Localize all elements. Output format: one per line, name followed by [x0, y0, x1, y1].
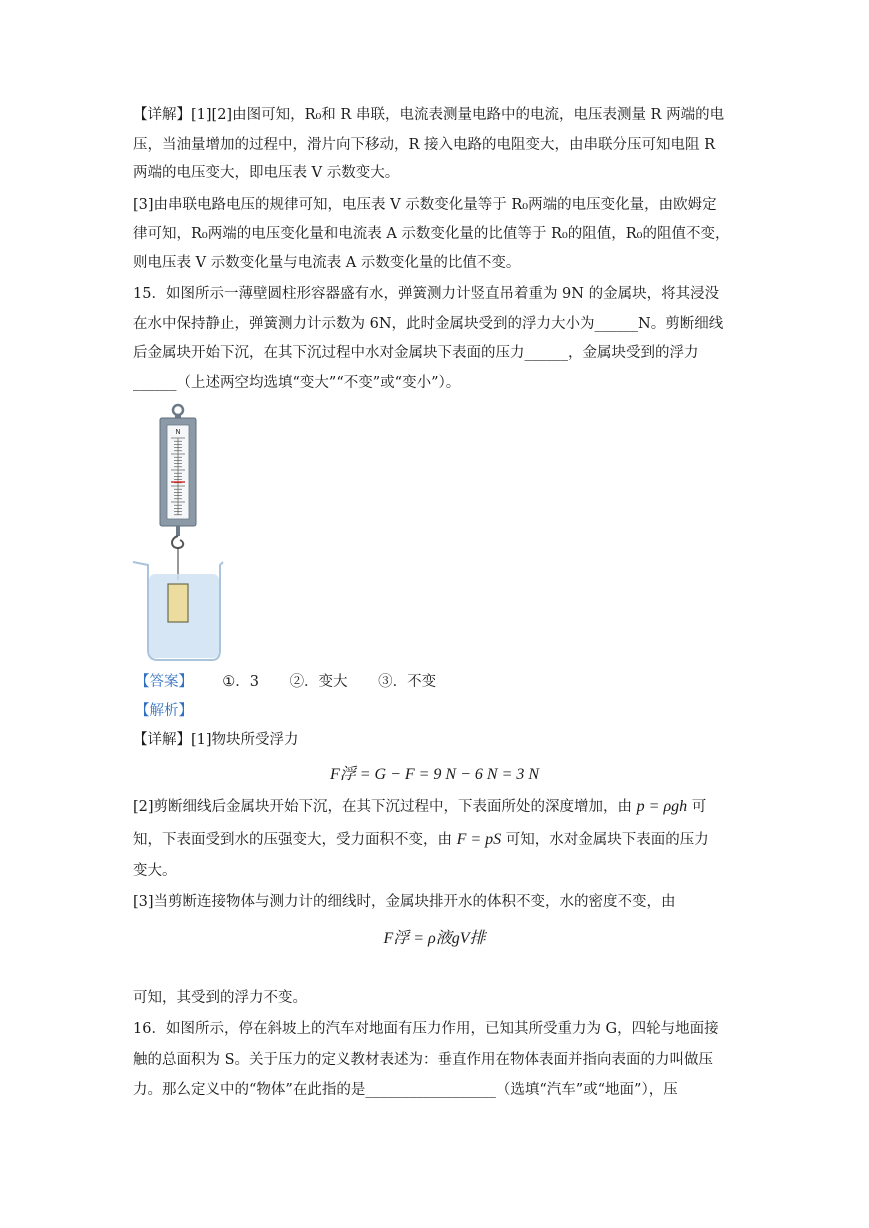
- formula-pressure: p = ρgh: [636, 798, 688, 815]
- scale-unit-label: N: [175, 428, 181, 436]
- equation-buoyancy: F浮 = G − F = 9 N − 6 N = 3 N: [329, 766, 540, 783]
- text-line: 15．如图所示一薄壁圆柱形容器盛有水，弹簧测力计竖直吊着重为 9N 的金属块，将其浸没: [133, 286, 720, 302]
- text-line: 律可知，R₀两端的电压变化量和电流表 A 示数变化量的比值等于 R₀的阻值，R₀的阻值不变，: [133, 226, 730, 242]
- text-line: 压，当油量增加的过程中，滑片向下移动，R 接入电路的电阻变大，由串联分压可知电阻 R: [133, 137, 716, 153]
- answer-label: 【答案】: [135, 674, 193, 690]
- text-line: 变大。: [133, 863, 177, 879]
- text-line: [2]剪断细线后金属块开始下沉，在其下沉过程中，下表面所处的深度增加，由 p = ρgh 可: [133, 798, 707, 815]
- text-line: [3]由串联电路电压的规律可知，电压表 V 示数变化量等于 R₀两端的电压变化量，由欧姆定: [133, 197, 717, 213]
- formula-force: F = pS: [456, 831, 502, 848]
- answer-2: ②．变大: [289, 674, 348, 690]
- equation-archimedes: F浮 = ρ液gV排: [383, 930, 486, 947]
- answer-3: ③．不变: [378, 674, 437, 690]
- text-line: [3]当剪断连接物体与测力计的细线时，金属块排开水的体积不变，水的密度不变，由: [133, 894, 676, 910]
- answer-1: ①．3: [222, 674, 259, 690]
- text-line: 知，下表面受到水的压强变大，受力面积不变，由 F = pS 可知，水对金属块下表面的压力: [133, 831, 709, 848]
- text-line: 两端的电压变大，即电压表 V 示数变大。: [133, 165, 400, 181]
- scale-ring: [173, 405, 183, 415]
- text-line: ______（上述两空均选填“变大”“不变”或“变小”）。: [133, 375, 461, 391]
- spring-scale-beaker-figure: [130, 402, 230, 664]
- text-line: 后金属块开始下沉，在其下沉过程中水对金属块下表面的压力______，金属块受到的浮力: [133, 345, 699, 361]
- answer-row: [135, 672, 462, 692]
- text-line: 触的总面积为 S。关于压力的定义教材表述为：垂直作用在物体表面并指向表面的力叫做压: [133, 1052, 714, 1068]
- text-line: 则电压表 V 示数变化量与电流表 A 示数变化量的比值不变。: [133, 255, 521, 271]
- text-line: 【详解】[1][2]由图可知，R₀和 R 串联，电流表测量电路中的电流，电压表测量 R 两端的电: [133, 107, 725, 123]
- text-line: 16．如图所示，停在斜坡上的汽车对地面有压力作用，已知其所受重力为 G，四轮与地面接: [133, 1021, 719, 1037]
- scale-hook: [172, 536, 183, 548]
- text-line: 可知，其受到的浮力不变。: [133, 990, 307, 1006]
- text-line: 在水中保持静止，弹簧测力计示数为 6N，此时金属块受到的浮力大小为______N。剪断细线: [133, 316, 724, 332]
- text-line: 力。那么定义中的“物体”在此指的是__________________（选填“汽车”或“地面”），压: [133, 1082, 678, 1098]
- text-line: 【详解】[1]物块所受浮力: [133, 732, 299, 748]
- analysis-label: 【解析】: [135, 703, 193, 719]
- metal-block: [168, 584, 188, 622]
